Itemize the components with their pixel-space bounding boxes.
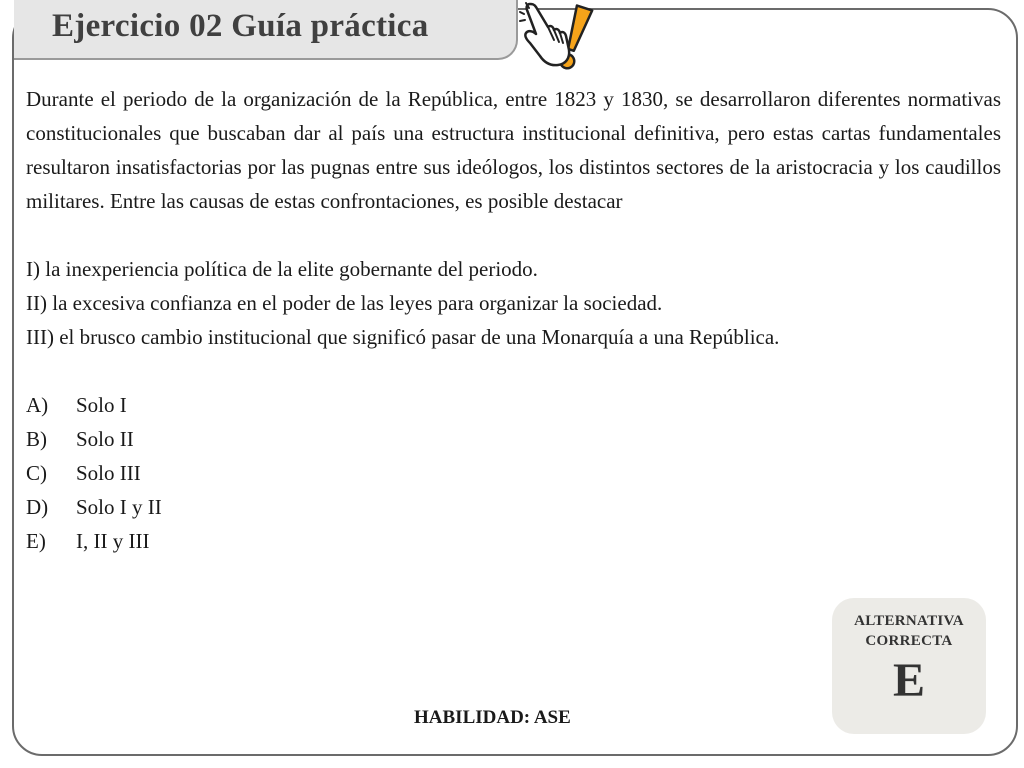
statement-item: III) el brusco cambio institucional que significó pasar de una Monarquía a una República. <box>26 325 780 349</box>
title-tab <box>14 0 518 60</box>
correct-answer-label <box>832 611 986 651</box>
option-letter: C) <box>26 461 47 485</box>
question-content <box>26 82 1001 558</box>
option-text: I, II y III <box>76 529 150 553</box>
answer-label-line: CORRECTA <box>865 633 953 649</box>
option-text: Solo II <box>76 427 134 451</box>
correct-answer-box <box>832 598 986 734</box>
option-letter: B) <box>26 427 47 451</box>
statement-list <box>26 252 1001 354</box>
skill-label: HABILIDAD: ASE <box>414 707 571 728</box>
correct-answer-value: E <box>892 654 925 707</box>
option-c <box>26 456 1001 490</box>
option-letter: D) <box>26 495 49 519</box>
option-a <box>26 388 1001 422</box>
option-text: Solo I y II <box>76 495 162 519</box>
option-b <box>26 422 1001 456</box>
option-letter: A) <box>26 393 49 417</box>
option-letter: E) <box>26 529 46 553</box>
option-text: Solo I <box>76 393 127 417</box>
pointing-hand-exclamation-icon <box>518 0 596 78</box>
option-e <box>26 524 1001 558</box>
answer-label-line: ALTERNATIVA <box>854 613 964 629</box>
option-text: Solo III <box>76 461 141 485</box>
page-title: Ejercicio 02 Guía práctica <box>52 8 429 44</box>
question-paragraph: Durante el periodo de la organización de la República, entre 1823 y 1830, se desarrollaron diferentes normativas constitucionales que buscaban dar al país una estructura institucional definitiva, pero estas cartas fundamentales resultaron insatisfactorias por las pugnas entre sus ideólogos, los distintos sectores de la aristocracia y los caudillos militares. Entre las causas de estas confrontaciones, es posible destacar <box>26 87 1001 213</box>
option-list <box>26 388 1001 558</box>
statement-item: II) la excesiva confianza en el poder de las leyes para organizar la sociedad. <box>26 291 663 315</box>
option-d <box>26 490 1001 524</box>
statement-item: I) la inexperiencia política de la elite gobernante del periodo. <box>26 257 538 281</box>
